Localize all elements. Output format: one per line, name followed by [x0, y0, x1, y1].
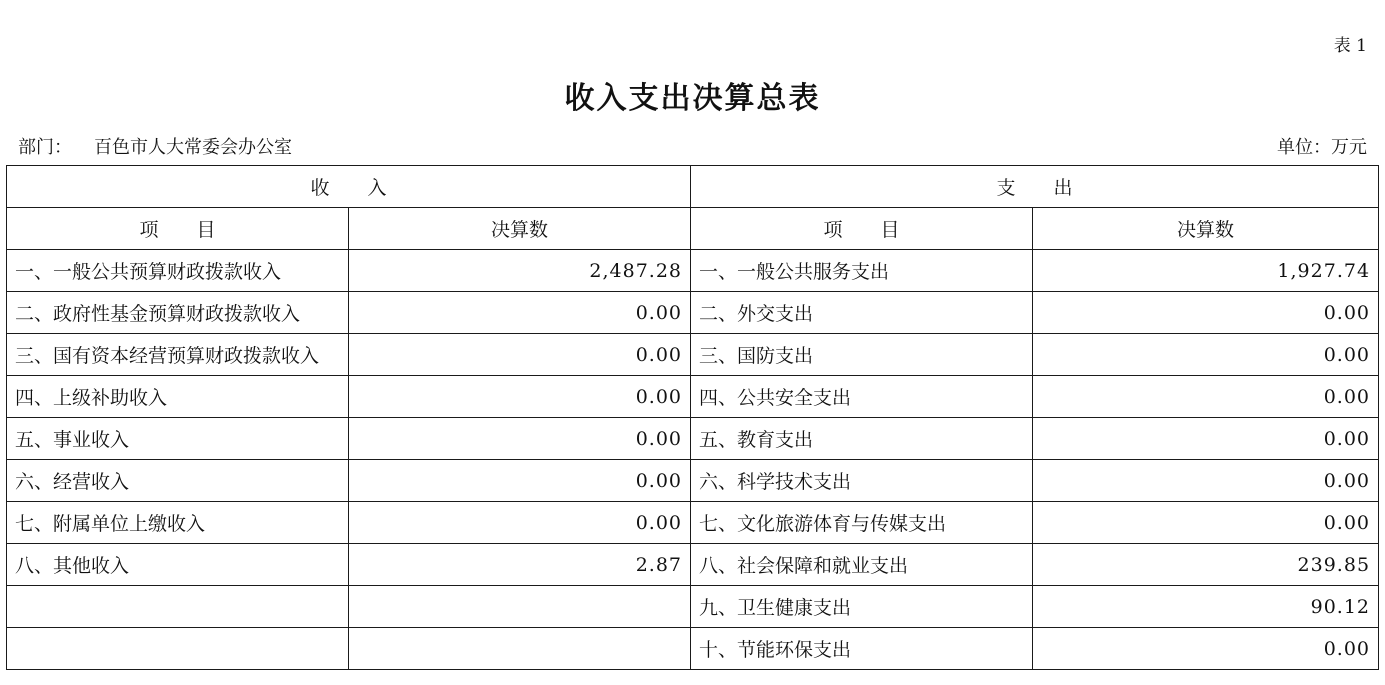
income-amount: 0.00 [349, 334, 691, 376]
department-label: 部门： [18, 137, 72, 158]
department-name: 百色市人大常委会办公室 [94, 137, 292, 158]
table-row [7, 544, 1379, 586]
expense-amount: 0.00 [1033, 460, 1379, 502]
column-header-row [7, 208, 1379, 250]
table-row [7, 502, 1379, 544]
expense-amount: 0.00 [1033, 292, 1379, 334]
table-row [7, 628, 1379, 670]
income-item: 一、一般公共预算财政拨款收入 [7, 250, 349, 292]
income-item: 四、上级补助收入 [7, 376, 349, 418]
income-amount: 2,487.28 [349, 250, 691, 292]
expense-amount: 0.00 [1033, 418, 1379, 460]
income-item: 三、国有资本经营预算财政拨款收入 [7, 334, 349, 376]
income-amount-header: 决算数 [349, 208, 691, 250]
expense-item: 三、国防支出 [691, 334, 1033, 376]
expense-amount: 0.00 [1033, 502, 1379, 544]
expense-item: 六、科学技术支出 [691, 460, 1033, 502]
expense-item: 二、外交支出 [691, 292, 1033, 334]
expense-amount: 0.00 [1033, 334, 1379, 376]
income-group-header: 收 入 [7, 166, 691, 208]
page-title: 收入支出决算总表 [564, 81, 821, 116]
expense-amount: 0.00 [1033, 376, 1379, 418]
income-amount: 0.00 [349, 376, 691, 418]
expense-item: 九、卫生健康支出 [691, 586, 1033, 628]
expense-item: 一、一般公共服务支出 [691, 250, 1033, 292]
income-item: 二、政府性基金预算财政拨款收入 [7, 292, 349, 334]
income-amount: 0.00 [349, 502, 691, 544]
department-line [18, 133, 292, 159]
group-header-row [7, 166, 1379, 208]
expense-amount: 239.85 [1033, 544, 1379, 586]
expense-item: 七、文化旅游体育与传媒支出 [691, 502, 1033, 544]
expense-amount: 1,927.74 [1033, 250, 1379, 292]
income-amount: 0.00 [349, 460, 691, 502]
expense-amount: 90.12 [1033, 586, 1379, 628]
summary-table [6, 165, 1379, 670]
income-amount [349, 628, 691, 670]
expense-group-header: 支 出 [691, 166, 1379, 208]
income-item: 五、事业收入 [7, 418, 349, 460]
income-item: 八、其他收入 [7, 544, 349, 586]
table-row [7, 460, 1379, 502]
income-amount: 0.00 [349, 292, 691, 334]
table-number: 表 1 [1333, 36, 1367, 56]
unit-label: 单位：万元 [1277, 137, 1367, 158]
expense-item: 八、社会保障和就业支出 [691, 544, 1033, 586]
table-row [7, 334, 1379, 376]
income-item [7, 586, 349, 628]
expense-item: 五、教育支出 [691, 418, 1033, 460]
expense-amount: 0.00 [1033, 628, 1379, 670]
expense-item: 十、节能环保支出 [691, 628, 1033, 670]
table-row [7, 292, 1379, 334]
table-row [7, 250, 1379, 292]
income-amount: 2.87 [349, 544, 691, 586]
income-amount [349, 586, 691, 628]
income-item: 七、附属单位上缴收入 [7, 502, 349, 544]
expense-item: 四、公共安全支出 [691, 376, 1033, 418]
expense-amount-header: 决算数 [1033, 208, 1379, 250]
expense-item-header: 项 目 [691, 208, 1033, 250]
table-row [7, 586, 1379, 628]
table-row [7, 418, 1379, 460]
income-item: 六、经营收入 [7, 460, 349, 502]
income-item [7, 628, 349, 670]
income-item-header: 项 目 [7, 208, 349, 250]
table-row [7, 376, 1379, 418]
income-amount: 0.00 [349, 418, 691, 460]
